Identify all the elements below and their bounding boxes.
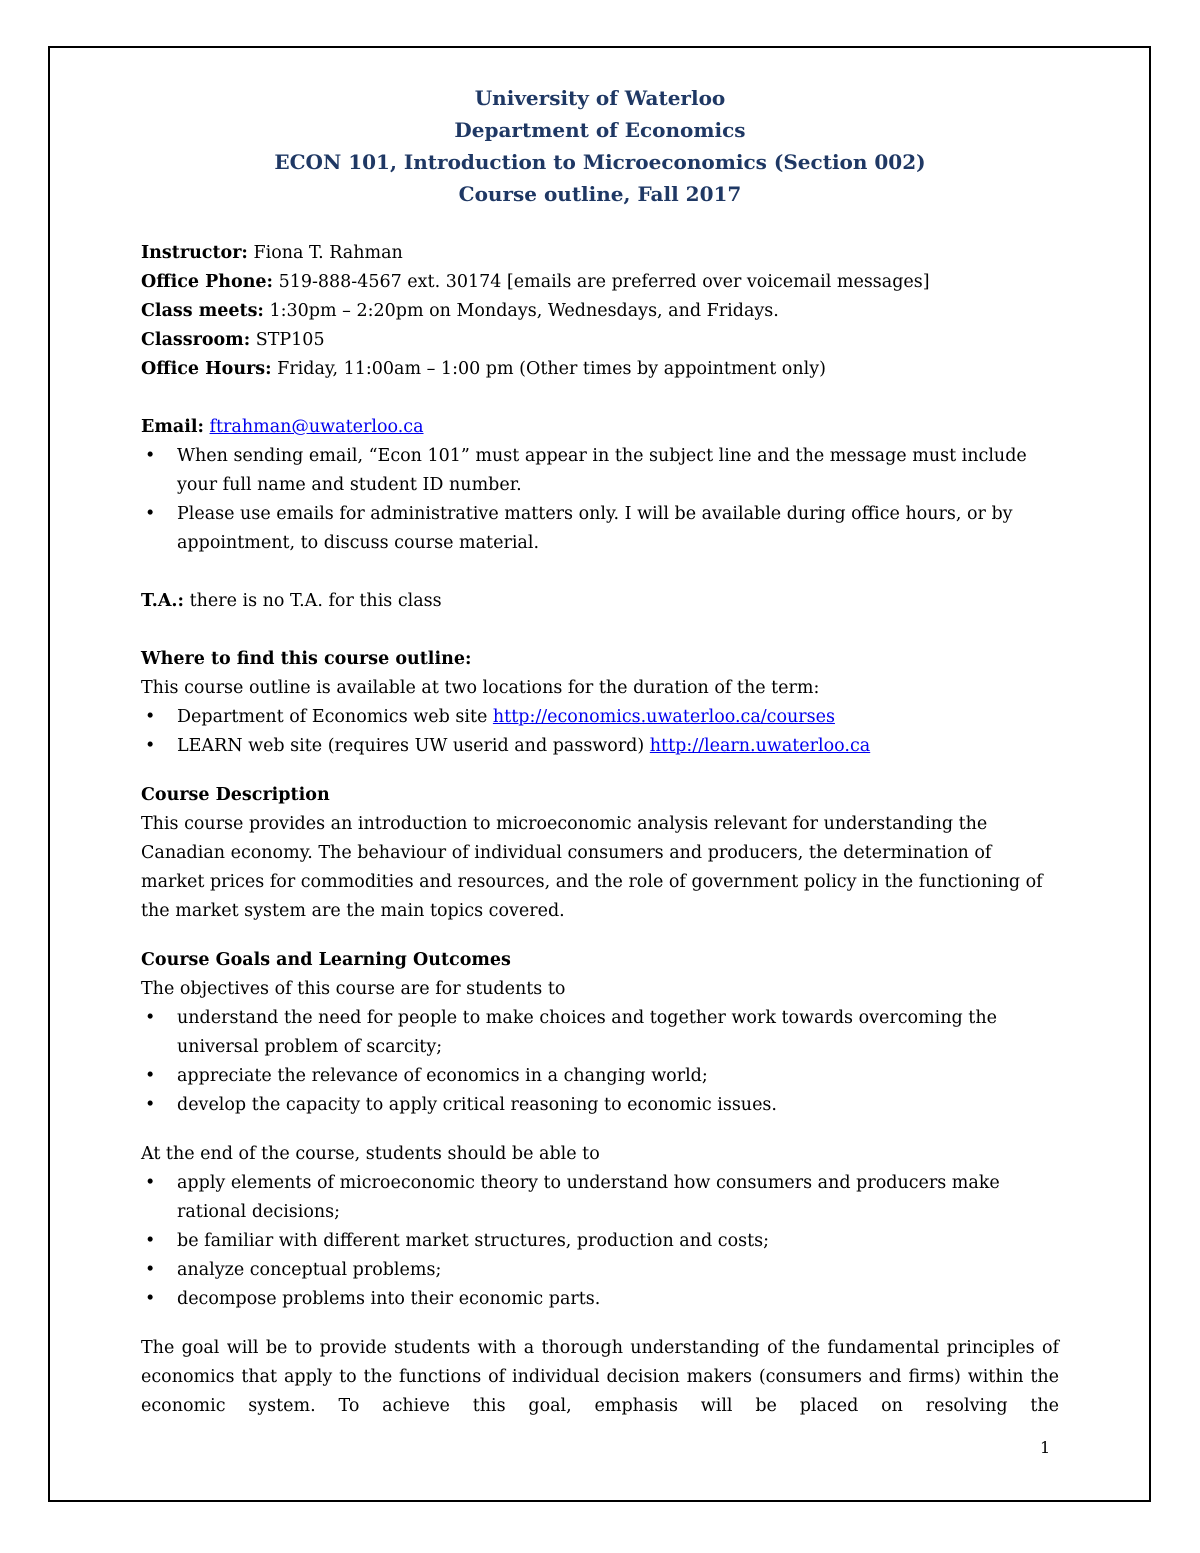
list-item: • appreciate the relevance of economics in a changing world;: [141, 1062, 1059, 1091]
classroom-value: STP105: [250, 330, 325, 350]
email-label: Email:: [141, 417, 204, 437]
office-hours-label: Office Hours:: [141, 359, 272, 379]
document-header: [141, 82, 1059, 210]
office-hours-value: Friday, 11:00am – 1:00 pm (Other times by appointment only): [271, 359, 826, 379]
learn-site-text: LEARN web site (requires UW userid and password): [177, 736, 650, 756]
where-list: [141, 703, 1059, 761]
phone-value: 519-888-4567 ext. 30174 [emails are preferred over voicemail messages]: [273, 272, 930, 292]
where-heading: Where to find this course outline:: [141, 649, 472, 669]
email-line: [141, 413, 1059, 442]
list-item: • be familiar with different market structures, production and costs;: [141, 1227, 1059, 1256]
list-item: • Please use emails for administrative matters only. I will be available during office hours, or by appointment, to discuss course material.: [141, 500, 1059, 558]
phone-line: [141, 268, 1059, 297]
where-intro: This course outline is available at two locations for the duration of the term:: [141, 678, 820, 698]
list-item: • analyze conceptual problems;: [141, 1256, 1059, 1285]
outline-title: Course outline, Fall 2017: [458, 182, 742, 206]
instructor-line: [141, 239, 1059, 268]
department-title: Department of Economics: [454, 118, 746, 142]
closing-paragraph: The goal will be to provide students with a thorough understanding of the fundamental principles of economics that apply to the functions of individual decision makers (consumers and firms) within the economic system. To achieve this goal, emphasis will be placed on resolving the: [141, 1338, 1059, 1416]
goals-intro: The objectives of this course are for students to: [141, 979, 566, 999]
objectives-list: [141, 1004, 1059, 1120]
course-title: ECON 101, Introduction to Microeconomics (Section 002): [274, 150, 926, 174]
outcomes-intro: At the end of the course, students should be able to: [141, 1144, 600, 1164]
list-item: • decompose problems into their economic parts.: [141, 1285, 1059, 1314]
class-meets-line: [141, 297, 1059, 326]
classroom-line: [141, 326, 1059, 355]
instructor-value: Fiona T. Rahman: [247, 243, 403, 263]
document-content: [141, 82, 1059, 1421]
class-meets-value: 1:30pm – 2:20pm on Mondays, Wednesdays, and Fridays.: [263, 301, 779, 321]
instructor-label: Instructor:: [141, 243, 248, 263]
learn-site-link[interactable]: http://learn.uwaterloo.ca: [649, 736, 871, 756]
page-number: 1: [1040, 1438, 1051, 1457]
list-item: [141, 703, 1059, 732]
email-link[interactable]: ftrahman@uwaterloo.ca: [209, 417, 424, 437]
list-item: • apply elements of microeconomic theory to understand how consumers and producers make rational decisions;: [141, 1169, 1059, 1227]
ta-line: [141, 587, 1059, 616]
outcomes-list: [141, 1169, 1059, 1314]
list-item: • understand the need for people to make choices and together work towards overcoming the universal problem of scarcity;: [141, 1004, 1059, 1062]
email-bullets: [141, 442, 1059, 558]
university-title: University of Waterloo: [474, 86, 726, 110]
list-item: [141, 732, 1059, 761]
goals-heading: Course Goals and Learning Outcomes: [141, 950, 511, 970]
description-heading: Course Description: [141, 785, 330, 805]
econ-site-link[interactable]: http://economics.uwaterloo.ca/courses: [492, 707, 835, 727]
description-body: This course provides an introduction to microeconomic analysis relevant for understanding the Canadian economy. The behaviour of individual consumers and producers, the determination of market prices for commodities and resources, and the role of government policy in the functioning of the market system are the main topics covered.: [141, 814, 1043, 921]
list-item: • develop the capacity to apply critical reasoning to economic issues.: [141, 1091, 1059, 1120]
econ-site-text: Department of Economics web site: [177, 707, 493, 727]
office-hours-line: [141, 355, 1059, 384]
ta-label: T.A.:: [141, 591, 184, 611]
ta-value: there is no T.A. for this class: [184, 591, 442, 611]
list-item: • When sending email, “Econ 101” must appear in the subject line and the message must include your full name and student ID number.: [141, 442, 1059, 500]
class-meets-label: Class meets:: [141, 301, 264, 321]
classroom-label: Classroom:: [141, 330, 251, 350]
phone-label: Office Phone:: [141, 272, 274, 292]
